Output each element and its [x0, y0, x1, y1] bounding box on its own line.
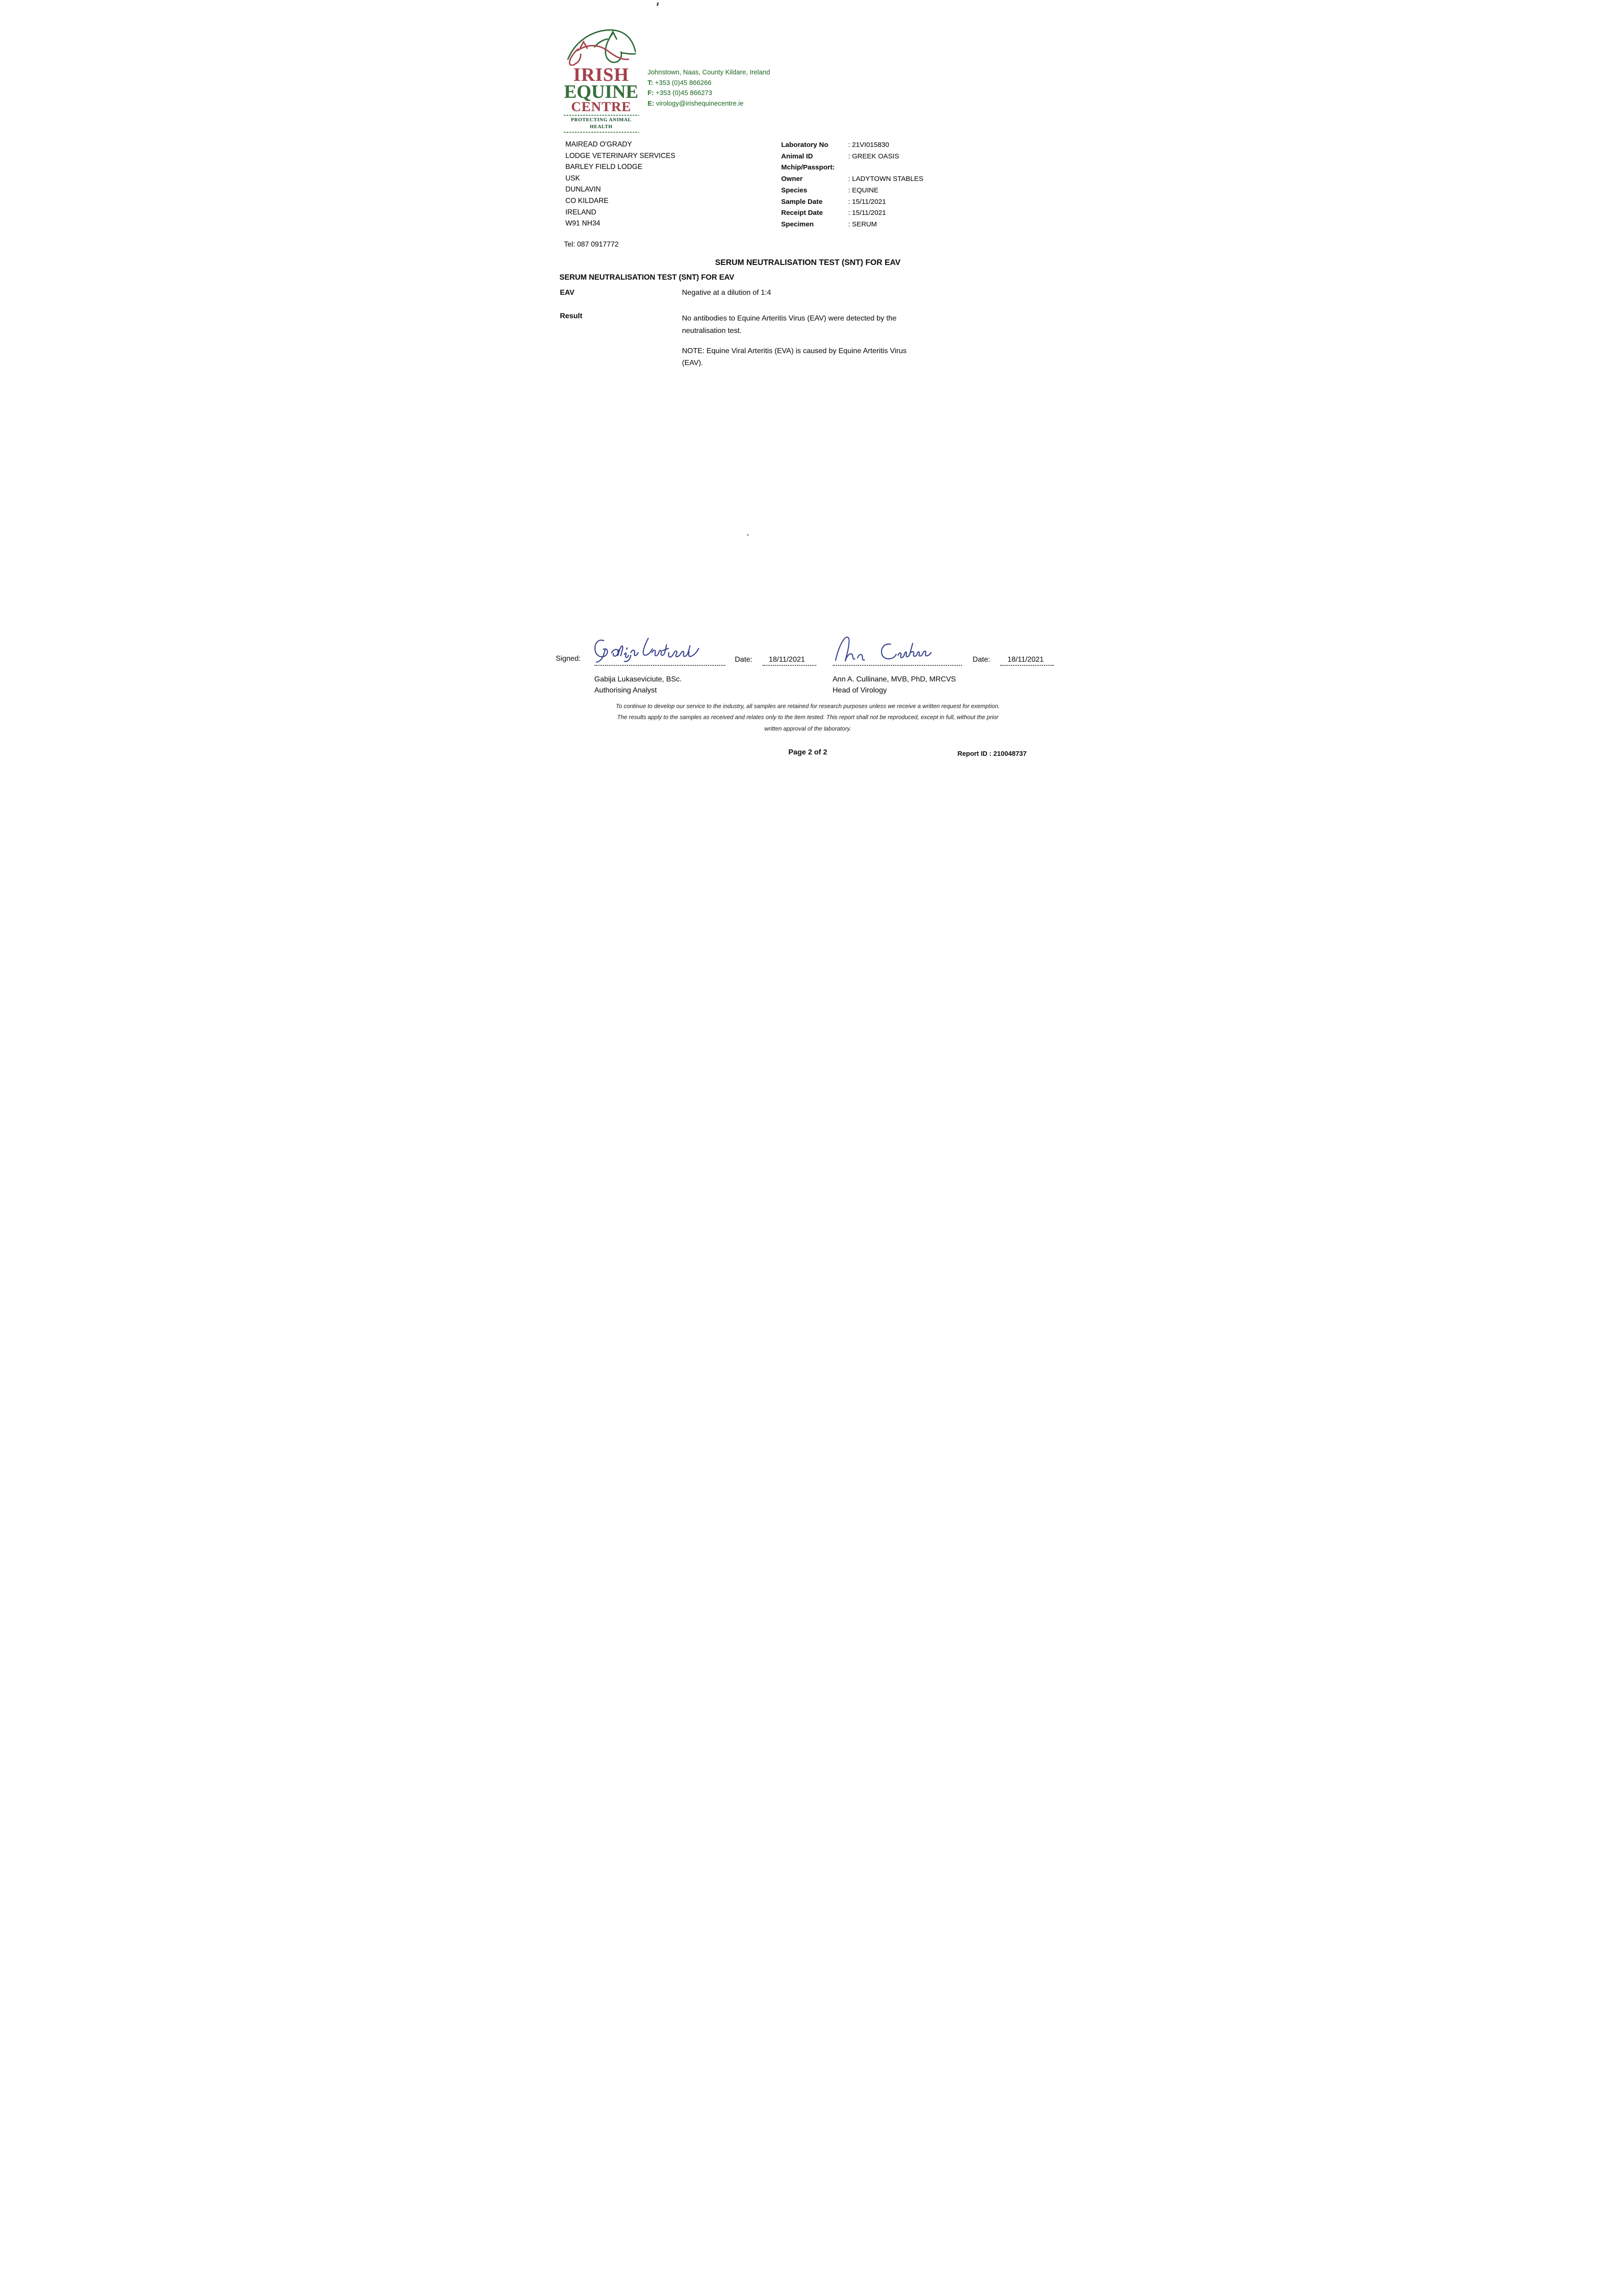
sample-label: Laboratory No	[781, 141, 829, 149]
recipient-line: DUNLAVIN	[565, 186, 601, 194]
analyst-title: Authorising Analyst	[594, 687, 657, 694]
logo-word-centre: CENTRE	[571, 99, 632, 114]
recipient-line: IRELAND	[565, 208, 596, 216]
signature-line	[833, 665, 962, 666]
sample-label: Animal ID	[781, 152, 813, 160]
contact-phone-line: T: +353 (0)45 866266	[647, 79, 712, 87]
sample-value: : SERUM	[848, 220, 877, 228]
scan-speck	[657, 2, 659, 6]
head-sign-date: 18/11/2021	[1007, 656, 1044, 664]
result-text-line: neutralisation test.	[682, 327, 742, 335]
sample-label: Owner	[781, 175, 803, 183]
note-text-line: (EAV).	[682, 359, 703, 367]
sample-value: : 21VI015830	[848, 141, 889, 149]
sample-value: : GREEK OASIS	[848, 152, 899, 160]
sample-info-table	[781, 140, 924, 231]
head-name-title	[833, 674, 956, 696]
head-name: Ann A. Cullinane, MVB, PhD, MRCVS	[832, 675, 956, 683]
date-label: Date:	[735, 656, 752, 664]
date-line	[1000, 665, 1054, 666]
recipient-address-block	[566, 139, 675, 230]
recipient-line: BARLEY FIELD LODGE	[565, 163, 643, 171]
logo-word-equine: EQUINE	[564, 81, 639, 102]
test-result-value: Negative at a dilution of 1:4	[682, 289, 771, 297]
recipient-line: MAIREAD O'GRADY	[565, 141, 632, 148]
recipient-line: LODGE VETERINARY SERVICES	[565, 152, 675, 160]
sample-label: Sample Date	[781, 197, 823, 206]
recipient-line: USK	[565, 174, 580, 182]
table-row	[781, 174, 924, 185]
result-label: Result	[560, 312, 583, 320]
sample-label: Mchip/Passport:	[781, 163, 835, 172]
result-text-line: No antibodies to Equine Arteritis Virus (EAV) were detected by the	[682, 315, 897, 322]
analyst-sign-date: 18/11/2021	[769, 656, 805, 664]
recipient-line: CO KILDARE	[565, 197, 609, 205]
report-title: SERUM NEUTRALISATION TEST (SNT) FOR EAV	[715, 258, 901, 267]
date-label: Date:	[972, 656, 990, 664]
signature-line	[595, 665, 725, 666]
note-text-line: NOTE: Equine Viral Arteritis (EVA) is caused by Equine Arteritis Virus	[682, 347, 907, 355]
scanned-report-page	[541, 0, 1082, 765]
section-heading: SERUM NEUTRALISATION TEST (SNT) FOR EAV	[559, 273, 735, 281]
recipient-telephone: Tel: 087 0917772	[564, 241, 619, 248]
logo-divider	[564, 132, 639, 133]
table-row	[781, 208, 924, 219]
irish-equine-centre-logo	[561, 25, 642, 134]
disclaimer-line: The results apply to the samples as received and relates only to the item tested. This report shall not be reproduced, except in full, without the prior	[617, 714, 999, 721]
report-id: Report ID : 210048737	[957, 750, 1027, 758]
sample-value: : EQUINE	[848, 186, 879, 194]
page-number: Page 2 of 2	[788, 748, 827, 756]
result-text	[682, 312, 967, 337]
horse-heads-logo-icon	[565, 25, 637, 66]
sample-value: : 15/11/2021	[848, 209, 886, 217]
table-row	[781, 140, 924, 151]
sample-value: : 15/11/2021	[848, 197, 886, 206]
head-title: Head of Virology	[832, 687, 887, 694]
logo-word-irish: IRISH	[573, 64, 629, 85]
disclaimer-line: written approval of the laboratory.	[764, 725, 851, 732]
logo-divider	[564, 115, 639, 116]
table-row	[781, 151, 924, 163]
analyst-signature-ink	[592, 634, 707, 664]
table-row	[781, 185, 924, 197]
disclaimer-line: To continue to develop our service to the industry, all samples are retained for research purposes unless we receive a written request for exemption.	[616, 703, 1000, 709]
sample-label: Receipt Date	[781, 209, 823, 217]
sample-value: : LADYTOWN STABLES	[848, 175, 924, 183]
contact-fax-line: F: +353 (0)45 866273	[647, 90, 713, 97]
test-name-label: EAV	[560, 289, 575, 297]
analyst-name: Gabija Lukaseviciute, BSc.	[594, 675, 682, 683]
sample-label: Specimen	[781, 220, 814, 228]
logo-tagline: PROTECTING ANIMAL HEALTH	[571, 117, 632, 129]
note-text	[682, 345, 967, 369]
contact-address-line: Johnstown, Naas, County Kildare, Ireland	[647, 69, 770, 76]
table-row	[781, 219, 924, 231]
sample-label: Species	[781, 186, 808, 194]
date-line	[763, 665, 816, 666]
table-row	[781, 162, 924, 174]
signed-label: Signed:	[556, 655, 581, 663]
table-row	[781, 197, 924, 208]
contact-email-line: E: virology@irishequinecentre.ie	[647, 100, 744, 107]
disclaimer-text	[541, 701, 1075, 734]
scan-speck	[747, 534, 749, 536]
analyst-name-title	[595, 674, 682, 696]
head-of-virology-signature-ink	[832, 634, 942, 664]
lab-contact-details	[648, 68, 770, 109]
recipient-line: W91 NH34	[565, 219, 601, 228]
